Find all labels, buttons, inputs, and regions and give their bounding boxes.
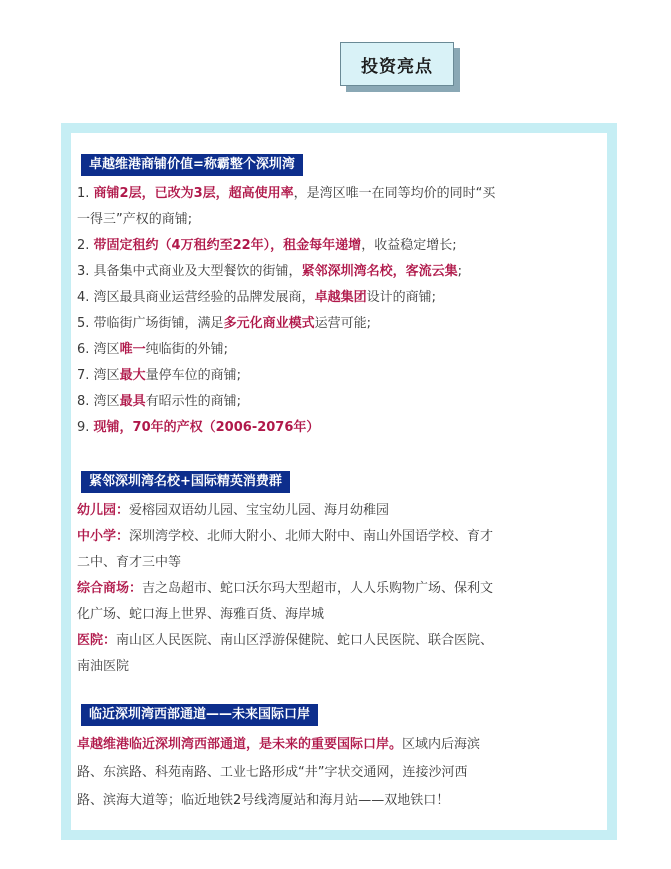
school-row-cont: 二中、育才三中等 <box>77 555 182 570</box>
section-header: 卓越维港商铺价值=称霸整个深圳湾 <box>81 154 303 176</box>
list-item: 7. 湾区最大量停车位的商铺; <box>77 368 241 383</box>
corridor-line: 路、滨海大道等；临近地铁2号线湾厦站和海月站——双地铁口！ <box>77 793 450 808</box>
corridor-text <box>77 731 603 815</box>
section-header: 临近深圳湾西部通道——未来国际口岸 <box>81 704 318 726</box>
page-title: 投资亮点 <box>340 42 454 86</box>
mall-row: 综合商场：吉之岛超市、蛇口沃尔玛大型超市，人人乐购物广场、保利文 <box>77 581 494 596</box>
list-item: 8. 湾区最具有昭示性的商铺; <box>77 394 241 409</box>
list-item: 一得三”产权的商铺; <box>77 212 193 227</box>
content-panel <box>71 133 607 830</box>
corridor-line: 卓越维港临近深圳湾西部通道，是未来的重要国际口岸。区域内后海滨 <box>77 737 481 752</box>
amenities-list <box>77 498 603 680</box>
list-item: 4. 湾区最具商业运营经验的品牌发展商，卓越集团设计的商铺; <box>77 290 436 305</box>
list-item: 3. 具备集中式商业及大型餐饮的街铺，紧邻深圳湾名校，客流云集; <box>77 264 462 279</box>
kindergarten-row: 幼儿园：爱榕园双语幼儿园、宝宝幼儿园、海月幼稚园 <box>77 503 390 518</box>
value-list <box>77 181 603 441</box>
title-badge <box>340 42 454 86</box>
list-item: 9. 现铺，70年的产权（2006-2076年） <box>77 420 320 435</box>
school-row: 中小学：深圳湾学校、北师大附小、北师大附中、南山外国语学校、育才 <box>77 529 494 544</box>
content-frame <box>61 123 617 840</box>
corridor-line: 路、东滨路、科苑南路、工业七路形成“井”字状交通网，连接沙河西 <box>77 765 468 780</box>
list-item: 6. 湾区唯一纯临街的外铺; <box>77 342 228 357</box>
list-item: 5. 带临街广场街铺，满足多元化商业模式运营可能; <box>77 316 371 331</box>
section-west-corridor <box>77 703 603 815</box>
hospital-row-cont: 南油医院 <box>77 659 130 674</box>
section-schools-consumers <box>77 470 603 680</box>
mall-row-cont: 化广场、蛇口海上世界、海雅百货、海岸城 <box>77 607 325 622</box>
hospital-row: 医院：南山区人民医院、南山区浮游保健院、蛇口人民医院、联合医院、 <box>77 633 494 648</box>
list-item: 1. 商铺2层，已改为3层，超高使用率，是湾区唯一在同等均价的同时“买 <box>77 186 496 201</box>
list-item: 2. 带固定租约（4万租约至22年），租金每年递增，收益稳定增长; <box>77 238 457 253</box>
section-header: 紧邻深圳湾名校+国际精英消费群 <box>81 471 290 493</box>
section-shop-value <box>77 153 603 441</box>
